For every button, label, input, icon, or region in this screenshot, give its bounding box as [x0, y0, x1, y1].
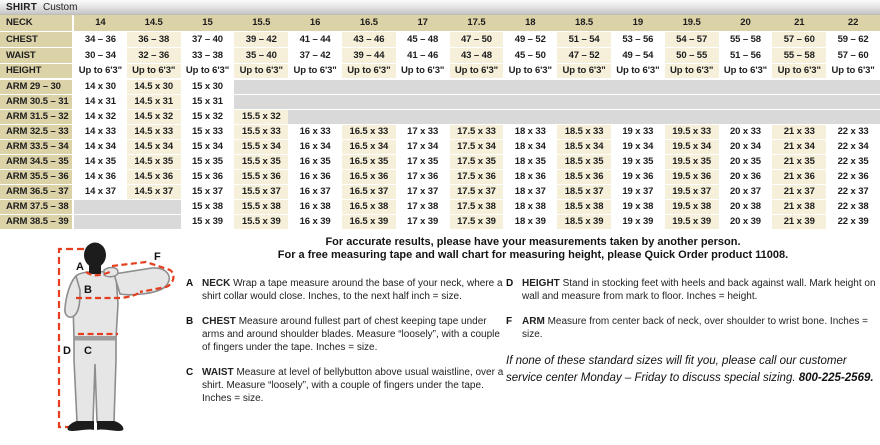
size-cell: [288, 109, 342, 124]
size-cell: 17 x 34: [396, 139, 450, 154]
size-cell: 18 x 35: [503, 154, 557, 169]
size-cell: 20 x 33: [719, 124, 773, 139]
size-cell: 21 x 37: [772, 184, 826, 199]
instruction-letter: A: [186, 278, 194, 289]
neck-size-header-cell: 17.5: [450, 15, 504, 31]
customer-service-phone: 800-225-2569.: [798, 372, 874, 384]
size-cell: [396, 109, 450, 124]
size-cell: 19.5 x 38: [665, 199, 719, 214]
size-cell: [73, 199, 127, 214]
size-cell: 20 x 39: [719, 214, 773, 229]
size-cell: [234, 94, 288, 109]
instructions-column-right: [506, 277, 878, 387]
instruction-arm: [506, 315, 878, 341]
left-arm: [65, 276, 80, 317]
size-cell: Up to 6'3": [234, 63, 288, 79]
size-cell: 15 x 31: [181, 94, 235, 109]
size-cell: 19 x 38: [611, 199, 665, 214]
size-cell: 39 – 44: [342, 47, 396, 63]
size-cell: 17.5 x 36: [450, 169, 504, 184]
size-cell: [557, 109, 611, 124]
size-cell: Up to 6'3": [719, 63, 773, 79]
measurement-intro: [180, 236, 880, 262]
table-row: [0, 63, 880, 79]
size-cell: 17 x 35: [396, 154, 450, 169]
table-row: [0, 199, 880, 214]
size-cell: [127, 214, 181, 229]
size-cell: 17.5 x 34: [450, 139, 504, 154]
size-cell: Up to 6'3": [181, 63, 235, 79]
size-cell: 37 – 40: [181, 31, 235, 47]
size-cell: 15 x 34: [181, 139, 235, 154]
size-cell: 18 x 36: [503, 169, 557, 184]
size-cell: 47 – 52: [557, 47, 611, 63]
table-row: [0, 94, 880, 109]
size-cell: 16 x 35: [288, 154, 342, 169]
figure-label-height: D: [63, 345, 71, 357]
size-cell: 21 x 39: [772, 214, 826, 229]
table-row: [0, 47, 880, 63]
size-cell: [503, 109, 557, 124]
row-header: WAIST: [0, 47, 73, 63]
size-cell: [288, 94, 342, 109]
size-cell: [611, 109, 665, 124]
table-row: [0, 214, 880, 229]
size-cell: 18 x 38: [503, 199, 557, 214]
row-header: ARM 33.5 – 34: [0, 139, 73, 154]
size-cell: 16 x 39: [288, 214, 342, 229]
size-cell: 19.5 x 36: [665, 169, 719, 184]
size-cell: 18.5 x 34: [557, 139, 611, 154]
size-cell: 16 x 38: [288, 199, 342, 214]
table-row: [0, 124, 880, 139]
instruction-body-text: Wrap a tape measure around the base of your neck, where a shirt collar would close. Inches, to the next half inch = size.: [202, 278, 503, 302]
size-cell: 18 x 39: [503, 214, 557, 229]
figure-label-neck: A: [76, 261, 84, 273]
size-cell: 14.5 x 36: [127, 169, 181, 184]
size-cell: [772, 94, 826, 109]
size-cell: [450, 94, 504, 109]
size-cell: 18 x 33: [503, 124, 557, 139]
instruction-letter: C: [186, 367, 194, 378]
size-cell: 15 x 32: [181, 109, 235, 124]
size-cell: 45 – 48: [396, 31, 450, 47]
size-cell: [826, 94, 880, 109]
head: [84, 243, 106, 268]
size-cell: 14 x 30: [73, 79, 127, 94]
size-cell: 16 x 36: [288, 169, 342, 184]
size-cell: [288, 79, 342, 94]
hand: [104, 268, 118, 277]
size-cell: 16 x 33: [288, 124, 342, 139]
size-cell: 14.5 x 33: [127, 124, 181, 139]
size-cell: 18.5 x 36: [557, 169, 611, 184]
size-cell: 18.5 x 33: [557, 124, 611, 139]
instruction-height: [506, 277, 878, 303]
instruction-term: ARM: [522, 316, 545, 327]
size-cell: 41 – 44: [288, 31, 342, 47]
size-cell: 50 – 55: [665, 47, 719, 63]
size-cell: Up to 6'3": [826, 63, 880, 79]
table-row: [0, 31, 880, 47]
instruction-letter: D: [506, 278, 514, 289]
size-cell: [342, 94, 396, 109]
size-cell: 32 – 36: [127, 47, 181, 63]
table-row: [0, 79, 880, 94]
neck-size-header-cell: 22: [826, 15, 880, 31]
size-cell: 37 – 42: [288, 47, 342, 63]
table-row: [0, 184, 880, 199]
size-cell: [611, 94, 665, 109]
size-cell: Up to 6'3": [73, 63, 127, 79]
size-cell: 22 x 34: [826, 139, 880, 154]
size-cell: 45 – 50: [503, 47, 557, 63]
size-cell: 17.5 x 35: [450, 154, 504, 169]
size-cell: 17 x 38: [396, 199, 450, 214]
instruction-waist: [186, 366, 504, 405]
size-cell: 15.5 x 35: [234, 154, 288, 169]
size-cell: 47 – 50: [450, 31, 504, 47]
size-cell: 16 x 34: [288, 139, 342, 154]
size-cell: 43 – 46: [342, 31, 396, 47]
size-cell: 16.5 x 34: [342, 139, 396, 154]
chart-title: SHIRT: [6, 1, 37, 13]
table-row: [0, 154, 880, 169]
size-cell: 14.5 x 35: [127, 154, 181, 169]
size-cell: 14 x 31: [73, 94, 127, 109]
intro-line-1: For accurate results, please have your measurements taken by another person.: [325, 236, 741, 248]
size-cell: 20 x 37: [719, 184, 773, 199]
size-cell: [342, 79, 396, 94]
size-cell: 16.5 x 38: [342, 199, 396, 214]
size-cell: 14 x 36: [73, 169, 127, 184]
instruction-body-text: Measure from center back of neck, over shoulder to wrist bone. Inches = size.: [522, 316, 868, 340]
chart-title-bar: [0, 0, 880, 15]
size-cell: 17.5 x 33: [450, 124, 504, 139]
size-cell: 15 x 30: [181, 79, 235, 94]
size-cell: 15.5 x 34: [234, 139, 288, 154]
size-cell: [611, 79, 665, 94]
size-cell: [719, 94, 773, 109]
size-cell: 18.5 x 39: [557, 214, 611, 229]
size-cell: 36 – 38: [127, 31, 181, 47]
size-cell: [665, 79, 719, 94]
size-cell: 17.5 x 38: [450, 199, 504, 214]
waistband: [75, 336, 116, 341]
neck-size-header-cell: 14: [73, 15, 127, 31]
size-cell: 19 x 34: [611, 139, 665, 154]
intro-line-2: For a free measuring tape and wall chart for measuring height, please Quick Order product 11008.: [277, 249, 789, 261]
size-cell: 18.5 x 35: [557, 154, 611, 169]
size-cell: Up to 6'3": [396, 63, 450, 79]
size-cell: 21 x 38: [772, 199, 826, 214]
size-cell: [450, 79, 504, 94]
row-header: ARM 29 – 30: [0, 79, 73, 94]
size-chart-table: [0, 15, 880, 230]
instruction-body-text: Measure around fullest part of chest keeping tape under arms and around shoulder blades. Measure “loosely”, with a couple of fingers under the tape. Inches = size.: [202, 316, 500, 353]
instruction-chest: [186, 315, 504, 354]
table-row: [0, 109, 880, 124]
figure-label-chest: B: [84, 284, 92, 296]
size-cell: Up to 6'3": [611, 63, 665, 79]
size-cell: 15.5 x 38: [234, 199, 288, 214]
instruction-term: HEIGHT: [522, 278, 560, 289]
size-cell: 18.5 x 37: [557, 184, 611, 199]
size-cell: 14 x 34: [73, 139, 127, 154]
size-cell: 22 x 37: [826, 184, 880, 199]
size-cell: Up to 6'3": [503, 63, 557, 79]
size-cell: 17 x 39: [396, 214, 450, 229]
table-row: [0, 139, 880, 154]
size-cell: 22 x 33: [826, 124, 880, 139]
left-shoe: [68, 421, 94, 431]
size-cell: 16.5 x 36: [342, 169, 396, 184]
size-cell: [665, 94, 719, 109]
neck-size-header-cell: 19.5: [665, 15, 719, 31]
size-cell: 19 x 33: [611, 124, 665, 139]
size-cell: 16.5 x 37: [342, 184, 396, 199]
size-cell: [450, 109, 504, 124]
size-cell: 51 – 56: [719, 47, 773, 63]
size-cell: 57 – 60: [826, 47, 880, 63]
neck-size-header-cell: 20: [719, 15, 773, 31]
size-cell: 21 x 36: [772, 169, 826, 184]
size-cell: 21 x 35: [772, 154, 826, 169]
row-header: ARM 35.5 – 36: [0, 169, 73, 184]
size-chart-table-body: [0, 15, 880, 229]
size-cell: 15.5 x 32: [234, 109, 288, 124]
instruction-body-text: Stand in stocking feet with heels and back against wall. Mark height on wall and measure from mark to floor. Inches = height.: [522, 278, 876, 302]
neck-size-header-cell: 21: [772, 15, 826, 31]
size-cell: 34 – 36: [73, 31, 127, 47]
neck-size-header-cell: 16.5: [342, 15, 396, 31]
size-cell: 16 x 37: [288, 184, 342, 199]
special-sizing-text: If none of these standard sizes will fit you, please call our customer service center Monday – Friday to discuss special sizing.: [506, 355, 847, 384]
size-cell: 18 x 34: [503, 139, 557, 154]
size-cell: 54 – 57: [665, 31, 719, 47]
size-cell: [503, 79, 557, 94]
size-cell: 41 – 46: [396, 47, 450, 63]
size-cell: [665, 109, 719, 124]
size-cell: 15 x 39: [181, 214, 235, 229]
row-header: ARM 38.5 – 39: [0, 214, 73, 229]
size-cell: 14 x 32: [73, 109, 127, 124]
size-cell: 15 x 33: [181, 124, 235, 139]
size-cell: 51 – 54: [557, 31, 611, 47]
size-cell: [342, 109, 396, 124]
row-header: ARM 32.5 – 33: [0, 124, 73, 139]
size-cell: 15 x 38: [181, 199, 235, 214]
size-cell: 35 – 40: [234, 47, 288, 63]
size-cell: 14.5 x 34: [127, 139, 181, 154]
size-cell: 53 – 56: [611, 31, 665, 47]
size-cell: 19 x 39: [611, 214, 665, 229]
neck: [89, 264, 101, 274]
size-cell: 21 x 33: [772, 124, 826, 139]
row-header: ARM 30.5 – 31: [0, 94, 73, 109]
size-cell: 22 x 38: [826, 199, 880, 214]
size-cell: 15 x 37: [181, 184, 235, 199]
size-cell: [826, 109, 880, 124]
instruction-neck: [186, 277, 504, 303]
size-cell: 55 – 58: [772, 47, 826, 63]
special-sizing-note: [506, 353, 878, 387]
size-cell: 14.5 x 37: [127, 184, 181, 199]
size-cell: 16.5 x 35: [342, 154, 396, 169]
chart-subtitle: Custom: [43, 1, 78, 13]
size-cell: Up to 6'3": [665, 63, 719, 79]
size-cell: Up to 6'3": [450, 63, 504, 79]
size-cell: 19.5 x 34: [665, 139, 719, 154]
size-cell: 22 x 35: [826, 154, 880, 169]
size-cell: 43 – 48: [450, 47, 504, 63]
size-cell: [396, 79, 450, 94]
body-measurement-diagram-icon: [28, 242, 186, 444]
neck-size-header-cell: 16: [288, 15, 342, 31]
size-cell: [772, 109, 826, 124]
neck-size-header-cell: 17: [396, 15, 450, 31]
neck-size-header-cell: 19: [611, 15, 665, 31]
row-header: NECK: [0, 15, 73, 31]
size-cell: [127, 199, 181, 214]
neck-size-header-cell: 15.5: [234, 15, 288, 31]
size-cell: 15.5 x 39: [234, 214, 288, 229]
size-cell: 17.5 x 39: [450, 214, 504, 229]
size-cell: [503, 94, 557, 109]
instruction-text: [202, 366, 504, 405]
size-cell: 21 x 34: [772, 139, 826, 154]
size-cell: 16.5 x 39: [342, 214, 396, 229]
size-cell: [719, 79, 773, 94]
size-cell: 39 – 42: [234, 31, 288, 47]
size-cell: 17 x 37: [396, 184, 450, 199]
size-cell: 18.5 x 38: [557, 199, 611, 214]
size-cell: 15.5 x 36: [234, 169, 288, 184]
size-cell: 14.5 x 30: [127, 79, 181, 94]
measurement-figure: [28, 242, 186, 444]
instruction-term: NECK: [202, 278, 231, 289]
neck-size-header-cell: 18: [503, 15, 557, 31]
size-cell: 15.5 x 33: [234, 124, 288, 139]
size-cell: 55 – 58: [719, 31, 773, 47]
size-cell: 15.5 x 37: [234, 184, 288, 199]
size-cell: 14 x 33: [73, 124, 127, 139]
size-cell: 19.5 x 37: [665, 184, 719, 199]
size-cell: 19.5 x 39: [665, 214, 719, 229]
size-cell: [234, 79, 288, 94]
size-cell: 57 – 60: [772, 31, 826, 47]
size-cell: 20 x 34: [719, 139, 773, 154]
size-cell: 49 – 54: [611, 47, 665, 63]
right-shoe: [97, 421, 123, 431]
size-cell: 19 x 35: [611, 154, 665, 169]
row-header: CHEST: [0, 31, 73, 47]
instruction-text: [202, 277, 504, 303]
size-cell: Up to 6'3": [772, 63, 826, 79]
instruction-term: CHEST: [202, 316, 236, 327]
size-cell: 20 x 38: [719, 199, 773, 214]
size-cell: [772, 79, 826, 94]
size-cell: [557, 79, 611, 94]
size-cell: 14.5 x 31: [127, 94, 181, 109]
size-cell: Up to 6'3": [342, 63, 396, 79]
size-cell: 18 x 37: [503, 184, 557, 199]
neck-size-header-cell: 18.5: [557, 15, 611, 31]
size-cell: 19 x 37: [611, 184, 665, 199]
row-header: ARM 37.5 – 38: [0, 199, 73, 214]
size-cell: 59 – 62: [826, 31, 880, 47]
size-cell: 49 – 52: [503, 31, 557, 47]
row-header: ARM 31.5 – 32: [0, 109, 73, 124]
size-cell: 20 x 36: [719, 169, 773, 184]
neck-size-header-cell: 14.5: [127, 15, 181, 31]
instruction-text: [522, 277, 878, 303]
instruction-text: [522, 315, 878, 341]
row-header: ARM 34.5 – 35: [0, 154, 73, 169]
size-cell: 17 x 36: [396, 169, 450, 184]
instruction-term: WAIST: [202, 367, 234, 378]
size-cell: 19.5 x 35: [665, 154, 719, 169]
size-cell: 17.5 x 37: [450, 184, 504, 199]
instruction-body-text: Measure at level of bellybutton above usual waistline, over a shirt. Measure “loosely”, with a couple of fingers under the tape. Inches = size.: [202, 367, 504, 404]
size-cell: 20 x 35: [719, 154, 773, 169]
figure-label-arm: F: [154, 251, 161, 263]
instruction-letter: B: [186, 316, 194, 327]
size-cell: Up to 6'3": [127, 63, 181, 79]
instruction-letter: F: [506, 316, 513, 327]
size-cell: [719, 109, 773, 124]
row-header: HEIGHT: [0, 63, 73, 79]
size-cell: 15 x 35: [181, 154, 235, 169]
size-cell: 30 – 34: [73, 47, 127, 63]
size-cell: [557, 94, 611, 109]
size-cell: 15 x 36: [181, 169, 235, 184]
size-cell: Up to 6'3": [557, 63, 611, 79]
instruction-text: [202, 315, 504, 354]
size-cell: 22 x 39: [826, 214, 880, 229]
size-cell: 16.5 x 33: [342, 124, 396, 139]
size-cell: 14 x 37: [73, 184, 127, 199]
row-header: ARM 36.5 – 37: [0, 184, 73, 199]
size-cell: 14.5 x 32: [127, 109, 181, 124]
size-cell: 33 – 38: [181, 47, 235, 63]
size-cell: 22 x 36: [826, 169, 880, 184]
table-row: [0, 169, 880, 184]
instructions-column-left: [186, 277, 504, 417]
size-cell: [73, 214, 127, 229]
size-cell: 17 x 33: [396, 124, 450, 139]
size-cell: Up to 6'3": [288, 63, 342, 79]
size-cell: [396, 94, 450, 109]
neck-size-header-cell: 15: [181, 15, 235, 31]
size-cell: [826, 79, 880, 94]
size-cell: 14 x 35: [73, 154, 127, 169]
size-cell: 19.5 x 33: [665, 124, 719, 139]
size-cell: 19 x 36: [611, 169, 665, 184]
table-row: [0, 15, 880, 31]
figure-label-waist: C: [84, 345, 92, 357]
